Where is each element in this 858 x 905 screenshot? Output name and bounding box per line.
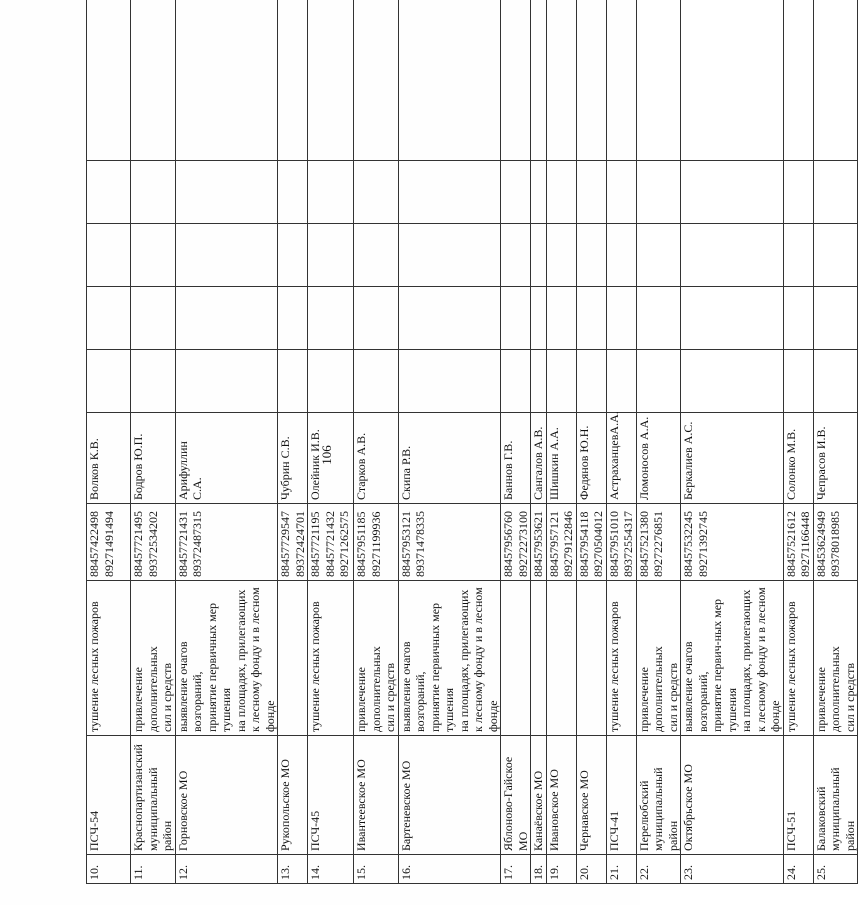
organization-cell: Бартеневское МО bbox=[398, 736, 501, 855]
action-cell: привлечение дополнительных сил и средств bbox=[131, 581, 176, 736]
empty-cell bbox=[546, 224, 576, 287]
responsible-name-cell: Чепрасов И.В. bbox=[813, 413, 858, 504]
empty-cell bbox=[501, 0, 531, 161]
organization-cell: Балаковский муниципальный район bbox=[813, 736, 858, 855]
empty-cell bbox=[813, 0, 858, 161]
responsible-name-cell: Олейник И.В. bbox=[308, 413, 354, 504]
empty-cell bbox=[546, 287, 576, 350]
empty-cell bbox=[87, 287, 131, 350]
empty-cell bbox=[354, 0, 399, 161]
empty-cell bbox=[501, 350, 531, 413]
responsible-name-cell: Сангалов А.В. bbox=[531, 413, 547, 504]
empty-cell bbox=[354, 161, 399, 224]
empty-cell bbox=[576, 0, 606, 161]
row-number-cell: 21. bbox=[606, 855, 636, 884]
phones-cell: 88457422498 89271491494 bbox=[87, 504, 131, 581]
empty-cell bbox=[398, 350, 501, 413]
phones-cell: 88457951185 89271199936 bbox=[354, 504, 399, 581]
empty-cell bbox=[606, 350, 636, 413]
empty-cell bbox=[546, 350, 576, 413]
empty-cell bbox=[783, 0, 813, 161]
empty-cell bbox=[501, 287, 531, 350]
empty-cell bbox=[398, 161, 501, 224]
empty-cell bbox=[278, 287, 308, 350]
empty-cell bbox=[576, 350, 606, 413]
empty-cell bbox=[636, 350, 681, 413]
rotated-table-frame bbox=[86, 42, 857, 884]
action-cell: привлечение дополнительных сил и средств bbox=[636, 581, 681, 736]
table-row bbox=[175, 0, 278, 884]
action-cell: привлечение дополнительных сил и средств bbox=[813, 581, 858, 736]
action-cell: тушение лесных пожаров bbox=[606, 581, 636, 736]
empty-cell bbox=[576, 287, 606, 350]
action-cell: выявление очагов возгораний, принятие первич-ных мер тушения на площадях, прилегающих к лесному фонду и в лесном фонде bbox=[681, 581, 784, 736]
empty-cell bbox=[531, 224, 547, 287]
table-row bbox=[278, 0, 308, 884]
empty-cell bbox=[87, 350, 131, 413]
organization-cell: Рукопольское МО bbox=[278, 736, 308, 855]
table-row bbox=[531, 0, 547, 884]
row-number-cell: 16. bbox=[398, 855, 501, 884]
empty-cell bbox=[354, 350, 399, 413]
empty-cell bbox=[501, 161, 531, 224]
contacts-table bbox=[86, 0, 858, 884]
empty-cell bbox=[681, 287, 784, 350]
empty-cell bbox=[606, 224, 636, 287]
empty-cell bbox=[531, 0, 547, 161]
empty-cell bbox=[636, 161, 681, 224]
empty-cell bbox=[398, 0, 501, 161]
table-row bbox=[501, 0, 531, 884]
responsible-name-cell: Шишкин А.А. bbox=[546, 413, 576, 504]
contacts-table-body bbox=[87, 0, 858, 884]
row-number-cell: 11. bbox=[131, 855, 176, 884]
action-cell: тушение лесных пожаров bbox=[783, 581, 813, 736]
responsible-name-cell: Скипа Р.В. bbox=[398, 413, 501, 504]
action-cell bbox=[531, 581, 547, 736]
empty-cell bbox=[308, 161, 354, 224]
empty-cell bbox=[576, 224, 606, 287]
phones-cell: 88457729547 89372424701 bbox=[278, 504, 308, 581]
responsible-name-cell: Ломоносов А.А. bbox=[636, 413, 681, 504]
organization-cell: ПСЧ-54 bbox=[87, 736, 131, 855]
table-row bbox=[354, 0, 399, 884]
row-number-cell: 18. bbox=[531, 855, 547, 884]
empty-cell bbox=[636, 224, 681, 287]
empty-cell bbox=[175, 224, 278, 287]
empty-cell bbox=[636, 287, 681, 350]
empty-cell bbox=[175, 287, 278, 350]
empty-cell bbox=[681, 224, 784, 287]
table-row bbox=[398, 0, 501, 884]
row-number-cell: 10. bbox=[87, 855, 131, 884]
empty-cell bbox=[813, 350, 858, 413]
empty-cell bbox=[681, 0, 784, 161]
empty-cell bbox=[131, 161, 176, 224]
responsible-name-cell: Старков А.В. bbox=[354, 413, 399, 504]
action-cell bbox=[278, 581, 308, 736]
empty-cell bbox=[87, 161, 131, 224]
empty-cell bbox=[531, 350, 547, 413]
organization-cell: ПСЧ-51 bbox=[783, 736, 813, 855]
table-row bbox=[131, 0, 176, 884]
table-row bbox=[783, 0, 813, 884]
phones-cell: 88457953621 bbox=[531, 504, 547, 581]
empty-cell bbox=[606, 287, 636, 350]
action-cell: выявление очагов возгораний, принятие первичных мер тушения на площадях, прилегающих к лесному фонду и в лесном фонде bbox=[398, 581, 501, 736]
organization-cell: ПСЧ-45 bbox=[308, 736, 354, 855]
empty-cell bbox=[783, 161, 813, 224]
table-row bbox=[308, 0, 354, 884]
empty-cell bbox=[175, 350, 278, 413]
phones-cell: 88457957121 89279122846 bbox=[546, 504, 576, 581]
action-cell bbox=[546, 581, 576, 736]
empty-cell bbox=[398, 224, 501, 287]
empty-cell bbox=[813, 287, 858, 350]
row-number-cell: 12. bbox=[175, 855, 278, 884]
action-cell: привлечение дополнительных сил и средств bbox=[354, 581, 399, 736]
row-number-cell: 20. bbox=[576, 855, 606, 884]
empty-cell bbox=[636, 0, 681, 161]
responsible-name-cell: АстраханцевА.А. bbox=[606, 413, 636, 504]
phones-cell: 88457956760 89272273100 bbox=[501, 504, 531, 581]
organization-cell: Яблоново-Гайское МО bbox=[501, 736, 531, 855]
organization-cell: Ивановское МО bbox=[546, 736, 576, 855]
empty-cell bbox=[175, 161, 278, 224]
table-row bbox=[681, 0, 784, 884]
empty-cell bbox=[783, 350, 813, 413]
empty-cell bbox=[546, 0, 576, 161]
empty-cell bbox=[546, 161, 576, 224]
action-cell: тушение лесных пожаров bbox=[87, 581, 131, 736]
empty-cell bbox=[131, 0, 176, 161]
empty-cell bbox=[278, 224, 308, 287]
row-number-cell: 24. bbox=[783, 855, 813, 884]
empty-cell bbox=[308, 287, 354, 350]
empty-cell bbox=[308, 350, 354, 413]
phones-cell: 88457721431 89372487315 bbox=[175, 504, 278, 581]
phones-cell: 88457953121 89371478335 bbox=[398, 504, 501, 581]
responsible-name-cell: Волков К.В. bbox=[87, 413, 131, 504]
row-number-cell: 15. bbox=[354, 855, 399, 884]
table-row bbox=[546, 0, 576, 884]
table-row bbox=[813, 0, 858, 884]
empty-cell bbox=[131, 224, 176, 287]
organization-cell: Горновское МО bbox=[175, 736, 278, 855]
responsible-name-cell: Федянов Ю.Н. bbox=[576, 413, 606, 504]
phones-cell: 88457721195 88457721432 89271262575 bbox=[308, 504, 354, 581]
responsible-name-cell: Беркалиев А.С. bbox=[681, 413, 784, 504]
row-number-cell: 14. bbox=[308, 855, 354, 884]
empty-cell bbox=[131, 287, 176, 350]
empty-cell bbox=[354, 287, 399, 350]
empty-cell bbox=[531, 161, 547, 224]
empty-cell bbox=[398, 287, 501, 350]
empty-cell bbox=[308, 0, 354, 161]
empty-cell bbox=[278, 350, 308, 413]
responsible-name-cell: Бодров Ю.П. bbox=[131, 413, 176, 504]
row-number-cell: 19. bbox=[546, 855, 576, 884]
empty-cell bbox=[308, 224, 354, 287]
phones-cell: 88457521612 89271166448 bbox=[783, 504, 813, 581]
empty-cell bbox=[681, 350, 784, 413]
empty-cell bbox=[131, 350, 176, 413]
empty-cell bbox=[576, 161, 606, 224]
row-number-cell: 13. bbox=[278, 855, 308, 884]
organization-cell: Ивантеевское МО bbox=[354, 736, 399, 855]
table-row bbox=[636, 0, 681, 884]
empty-cell bbox=[606, 0, 636, 161]
organization-cell: Канаёвское МО bbox=[531, 736, 547, 855]
empty-cell bbox=[278, 0, 308, 161]
action-cell: выявление очагов возгораний, принятие первичных мер тушения на площадях, прилегающих к лесному фонду и в лесном фонде bbox=[175, 581, 278, 736]
organization-cell: Чернавское МО bbox=[576, 736, 606, 855]
organization-cell: Краснопартизанский муниципальный район bbox=[131, 736, 176, 855]
empty-cell bbox=[501, 224, 531, 287]
responsible-name-cell: Баннов Г.В. bbox=[501, 413, 531, 504]
empty-cell bbox=[783, 287, 813, 350]
responsible-name-cell: Солонко М.В. bbox=[783, 413, 813, 504]
phones-cell: 88457532245 89271392745 bbox=[681, 504, 784, 581]
empty-cell bbox=[278, 161, 308, 224]
organization-cell: ПСЧ-41 bbox=[606, 736, 636, 855]
responsible-name-cell: Чубрин С.В. bbox=[278, 413, 308, 504]
empty-cell bbox=[531, 287, 547, 350]
action-cell bbox=[576, 581, 606, 736]
organization-cell: Перелюбский муниципальный район bbox=[636, 736, 681, 855]
table-row bbox=[576, 0, 606, 884]
table-row bbox=[87, 0, 131, 884]
empty-cell bbox=[354, 224, 399, 287]
empty-cell bbox=[606, 161, 636, 224]
empty-cell bbox=[813, 161, 858, 224]
table-row bbox=[606, 0, 636, 884]
page-number: 106 bbox=[319, 445, 334, 465]
empty-cell bbox=[87, 0, 131, 161]
phones-cell: 88457721495 89372534202 bbox=[131, 504, 176, 581]
phones-cell: 88457954118 89270504012 bbox=[576, 504, 606, 581]
phones-cell: 88457951010 89372554317 bbox=[606, 504, 636, 581]
row-number-cell: 17. bbox=[501, 855, 531, 884]
organization-cell: Октябрьское МО bbox=[681, 736, 784, 855]
row-number-cell: 23. bbox=[681, 855, 784, 884]
phones-cell: 88453624949 89378018985 bbox=[813, 504, 858, 581]
empty-cell bbox=[681, 161, 784, 224]
empty-cell bbox=[783, 224, 813, 287]
row-number-cell: 22. bbox=[636, 855, 681, 884]
empty-cell bbox=[813, 224, 858, 287]
empty-cell bbox=[87, 224, 131, 287]
row-number-cell: 25. bbox=[813, 855, 858, 884]
empty-cell bbox=[175, 0, 278, 161]
action-cell: тушение лесных пожаров bbox=[308, 581, 354, 736]
action-cell bbox=[501, 581, 531, 736]
responsible-name-cell: Арифуллин С.А. bbox=[175, 413, 278, 504]
phones-cell: 88457521380 89272276851 bbox=[636, 504, 681, 581]
